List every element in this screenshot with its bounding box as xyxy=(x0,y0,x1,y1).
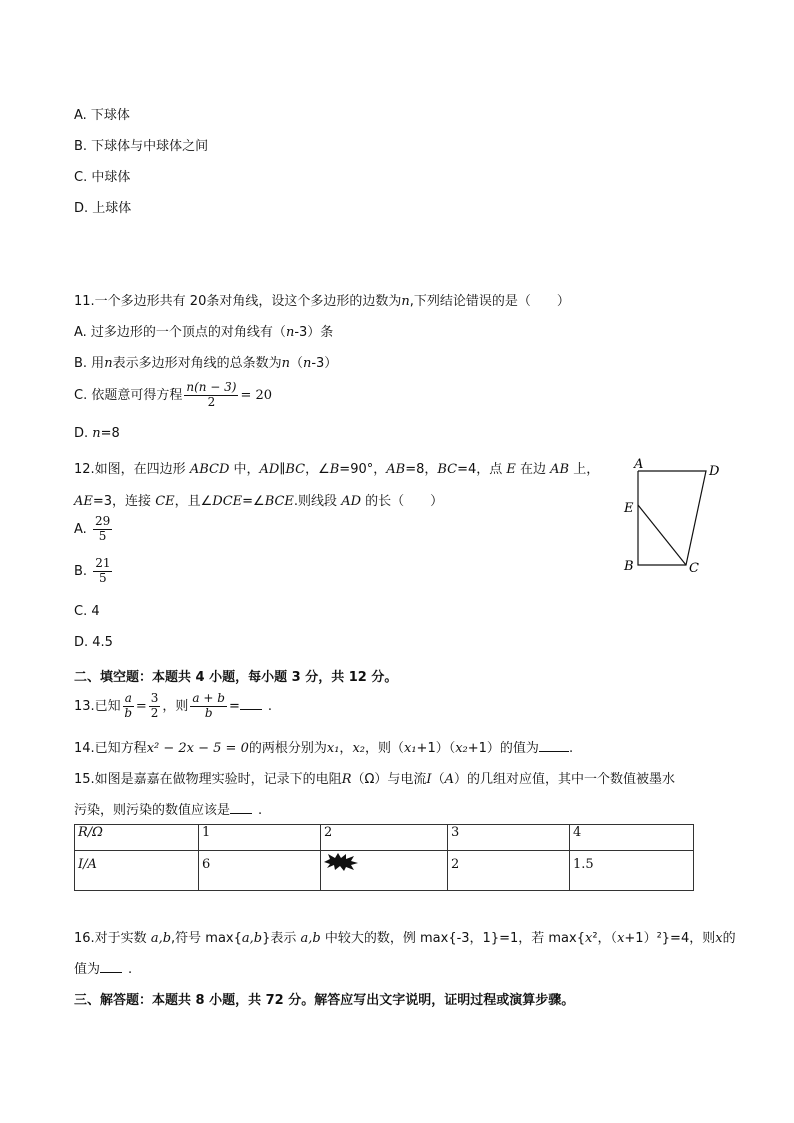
section-3-heading: 三、解答题：本题共 8 小题，共 72 分。解答应写出文字说明，证明过程或演算步骤。 xyxy=(74,993,575,1008)
section-2-heading: 二、填空题：本题共 4 小题，每小题 3 分，共 12 分。 xyxy=(74,670,398,685)
q16-line2: 值为 . xyxy=(74,962,133,977)
table-cell: I/A xyxy=(75,851,199,891)
q11-option-c: C. 依题意可得方程 $\frac{n(n - 3)}{2}$ = 20 xyxy=(74,380,273,409)
q12-option-c: C. 4 xyxy=(74,604,100,619)
q12-quadrilateral-figure xyxy=(610,452,730,576)
figure-label-d: D xyxy=(709,464,720,479)
table-row xyxy=(75,851,694,891)
table-row xyxy=(75,825,694,851)
q11-stem: 11.一个多边形共有 20条对角线，设这个多边形的边数为n,下列结论错误的是（ ） xyxy=(74,294,570,309)
figure-label-a: A xyxy=(634,457,644,472)
figure-label-e: E xyxy=(624,501,634,516)
q11-option-b: B. 用n表示多边形对角线的总条数为n（n-3） xyxy=(74,356,338,371)
figure-label-b: B xyxy=(624,559,634,574)
answer-blank xyxy=(240,709,262,710)
q11-option-a: A. 过多边形的一个顶点的对角线有（n-3）条 xyxy=(74,325,334,340)
answer-blank xyxy=(100,972,122,973)
q14: 14.已知方程x² − 2x − 5 = 0的两根分别为x₁，x₂，则（x₁+1）（x₂+1）的值为 . xyxy=(74,741,574,756)
q11-option-d: D. n=8 xyxy=(74,426,120,441)
q11-fraction: $\frac{n(n - 3)}{2}$ xyxy=(186,380,237,409)
resistance-current-table xyxy=(74,824,694,891)
q10-option-c: C. 中球体 xyxy=(74,170,131,185)
q12-option-b: B. $\frac{21}{5}$ xyxy=(74,556,111,585)
q10-option-d: D. 上球体 xyxy=(74,201,132,216)
q12-option-d: D. 4.5 xyxy=(74,635,113,650)
q12-stem-line1: 12.如图，在四边形 ABCD 中，AD∥BC，∠B=90°，AB=8，BC=4，点 E 在边 AB 上， xyxy=(74,462,600,477)
q13: 13.已知 $\frac{a}{b}$ = $\frac{3}{2}$ ，则 $\frac{a + b}{b}$ = . xyxy=(74,691,272,720)
answer-blank xyxy=(230,813,252,814)
table-cell: 3 xyxy=(448,825,570,851)
table-cell: 1.5 xyxy=(570,851,694,891)
ink-blot-icon xyxy=(324,853,358,871)
answer-blank xyxy=(539,751,569,752)
q16-line1: 16.对于实数 a,b,符号 max{a,b}表示 a,b 中较大的数，例 max{-3，1}=1，若 max{x²，（x+1）²}=4，则x的 xyxy=(74,931,736,946)
table-cell-ink-blot xyxy=(321,851,448,891)
q15-line1: 15.如图是嘉嘉在做物理实验时，记录下的电阻R（Ω）与电流I（A）的几组对应值，其中一个数值被墨水 xyxy=(74,772,675,787)
table-cell: R/Ω xyxy=(75,825,199,851)
q12-stem-line2: AE=3，连接 CE，且∠DCE=∠BCE.则线段 AD 的长（ ） xyxy=(74,494,444,509)
table-cell: 2 xyxy=(448,851,570,891)
q10-option-a: A. 下球体 xyxy=(74,108,130,123)
table-cell: 4 xyxy=(570,825,694,851)
table-cell: 6 xyxy=(199,851,321,891)
q12-option-a: A. $\frac{29}{5}$ xyxy=(74,514,111,543)
table-cell: 2 xyxy=(321,825,448,851)
table-cell: 1 xyxy=(199,825,321,851)
q15-line2: 污染，则污染的数值应该是 . xyxy=(74,803,263,818)
q10-option-b: B. 下球体与中球体之间 xyxy=(74,139,209,154)
figure-label-c: C xyxy=(689,561,699,576)
